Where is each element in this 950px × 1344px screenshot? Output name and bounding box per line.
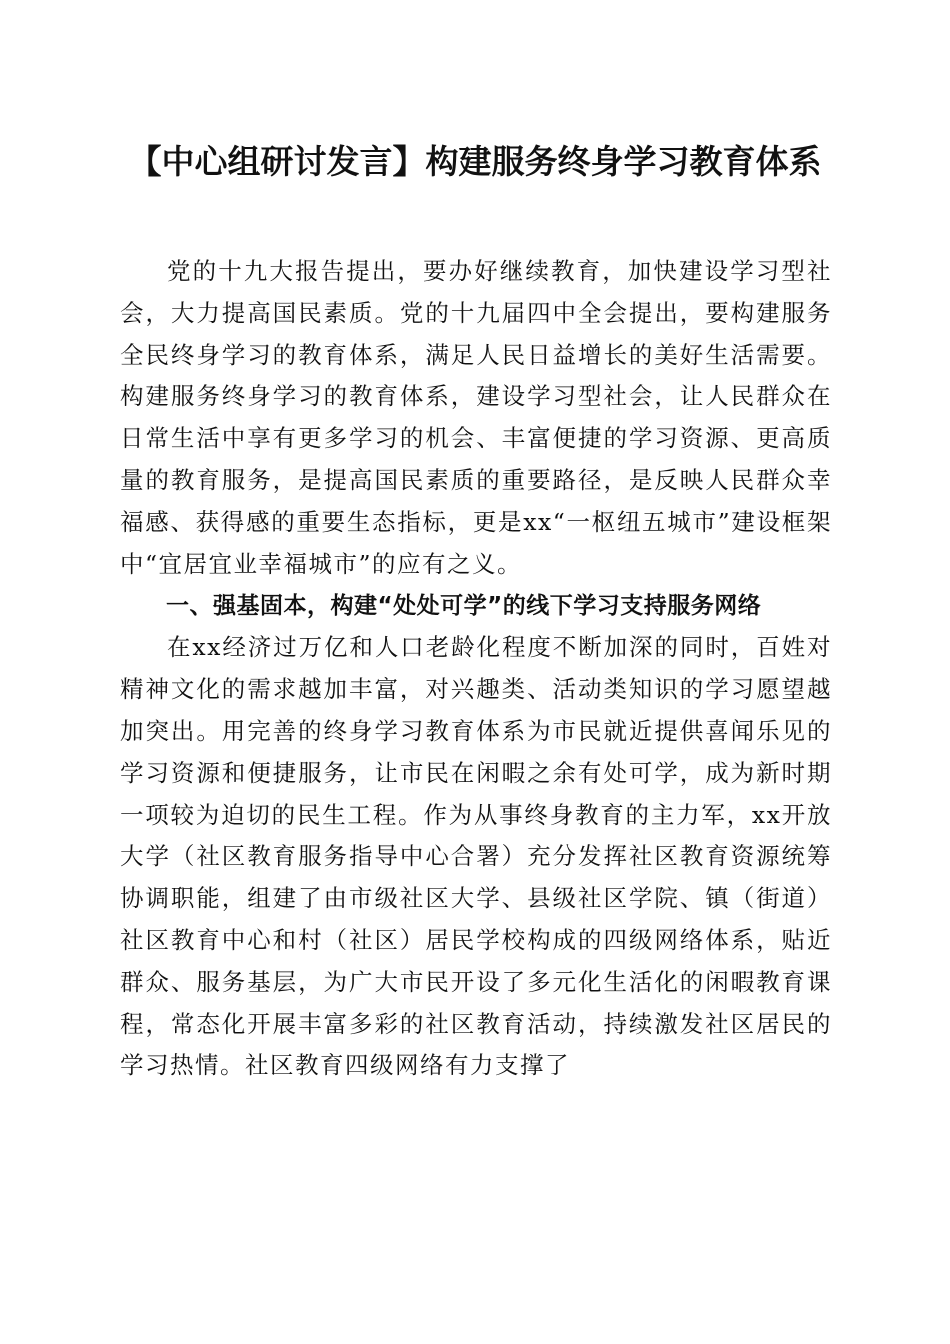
document-body (120, 251, 832, 1087)
document-title: 【中心组研讨发言】构建服务终身学习教育体系 (128, 142, 822, 181)
intro-paragraph: 党的十九大报告提出，要办好继续教育，加快建设学习型社会，大力提高国民素质。党的十九届四中全会提出，要构建服务全民终身学习的教育体系，满足人民日益增长的美好生活需要。构建服务终身学习的教育体系，建设学习型社会，让人民群众在日常生活中享有更多学习的机会、丰富便捷的学习资源、更高质量的教育服务，是提高国民素质的重要路径，是反映人民群众幸福感、获得感的重要生态指标，更是xx“一枢纽五城市”建设框架中“宜居宜业幸福城市”的应有之义。 (120, 257, 832, 578)
section-paragraph: 在xx经济过万亿和人口老龄化程度不断加深的同时，百姓对精神文化的需求越加丰富，对兴趣类、活动类知识的学习愿望越加突出。用完善的终身学习教育体系为市民就近提供喜闻乐见的学习资源和便捷服务，让市民在闲暇之余有处可学，成为新时期一项较为迫切的民生工程。作为从事终身教育的主力军，xx开放大学（社区教育服务指导中心合署）充分发挥社区教育资源统筹协调职能，组建了由市级社区大学、县级社区学院、镇（街道）社区教育中心和村（社区）居民学校构成的四级网络体系，贴近群众、服务基层，为广大市民开设了多元化生活化的闲暇教育课程，常态化开展丰富多彩的社区教育活动，持续激发社区居民的学习热情。社区教育四级网络有力支撑了 (120, 633, 832, 1080)
section-heading: 一、强基固本，构建“处处可学”的线下学习支持服务网络 (166, 593, 762, 620)
